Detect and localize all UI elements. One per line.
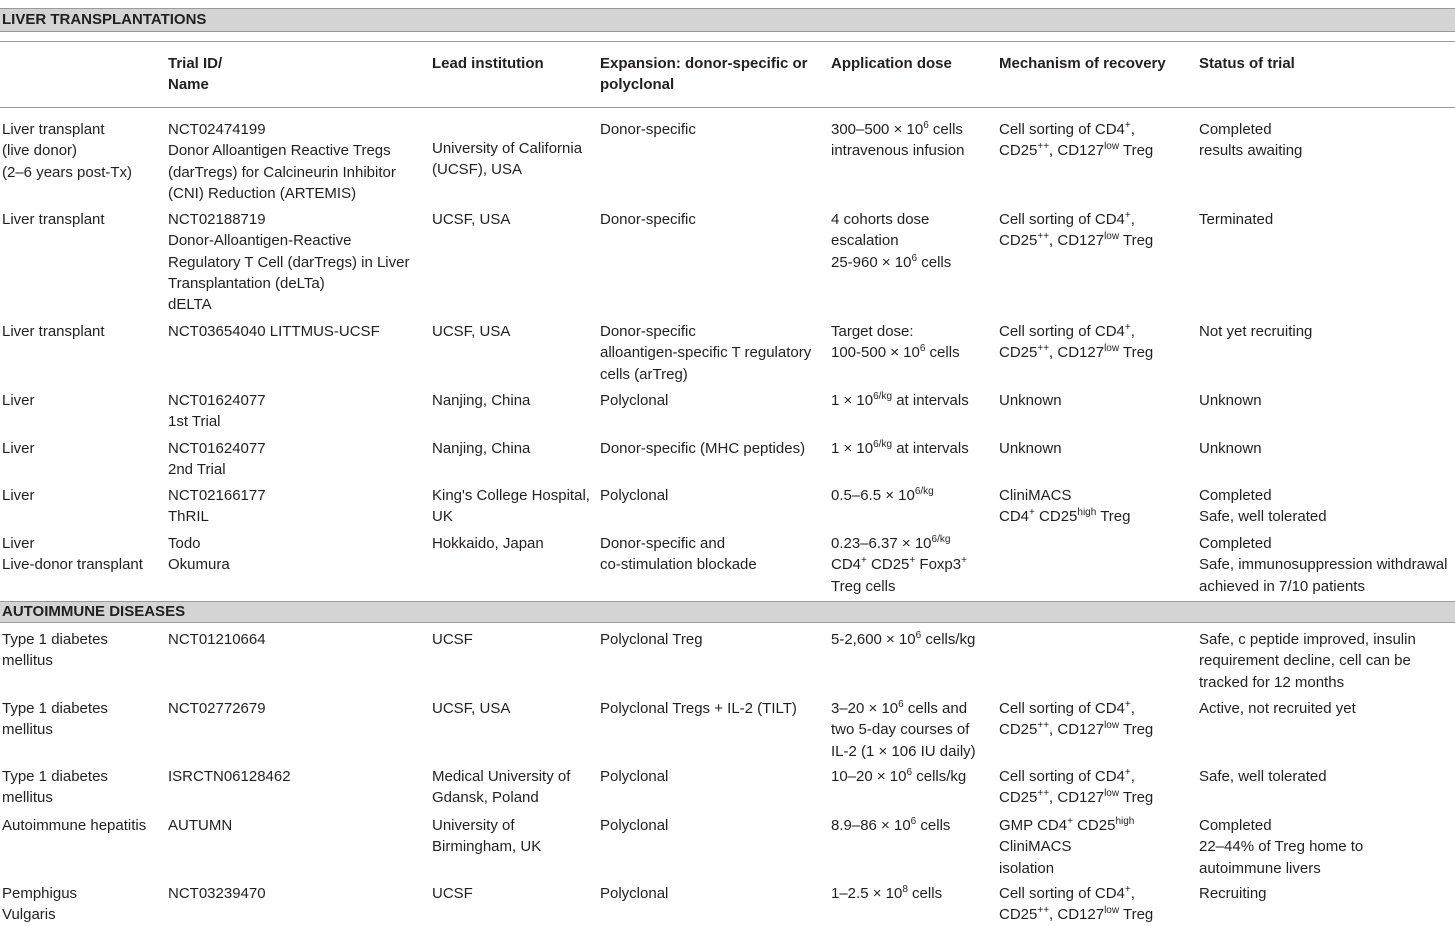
table-cell-indication xyxy=(2,766,108,809)
cell-line: NCT01624077 xyxy=(168,392,266,409)
table-cell-expansion xyxy=(600,815,668,836)
cell-line: alloantigen-specific T regulatory xyxy=(600,344,812,362)
table-cell-expansion xyxy=(600,438,805,459)
table-cell-dose xyxy=(831,390,969,411)
table-cell-dose xyxy=(831,485,934,506)
table-cell-lead xyxy=(432,533,544,554)
cell-line: UCSF xyxy=(432,885,473,902)
table-cell-mechanism xyxy=(999,698,1153,741)
cell-line: Liver xyxy=(2,535,35,552)
column-header-expansion xyxy=(600,53,808,96)
table-cell-dose xyxy=(831,533,967,597)
cell-line: $25-960 \times 10^6$ cells xyxy=(831,252,952,271)
cell-line: $10-20 \times 10^6$ cells/kg xyxy=(831,767,967,785)
cell-line: CD25++, $CD127^{low}$ Treg xyxy=(999,788,1154,807)
cell-line: Polyclonal xyxy=(600,817,669,834)
cell-line: (UCSF), USA xyxy=(432,161,522,179)
table-cell-mechanism xyxy=(999,883,1153,926)
cell-line: Polyclonal xyxy=(600,487,669,504)
table-cell-expansion xyxy=(600,883,668,904)
cell-line: Target dose: xyxy=(831,323,914,340)
cell-line: Medical University of xyxy=(432,768,571,785)
cell-line: Type 1 diabetes xyxy=(2,768,108,785)
table-cell-status xyxy=(1199,815,1363,879)
cell-line: CD25++, $CD127^{low}$ Treg xyxy=(999,141,1154,160)
cell-line: (darTregs) for Calcineurin Inhibitor xyxy=(168,163,396,181)
cell-line: ISRCTN06128462 xyxy=(168,768,291,785)
table-cell-trial xyxy=(168,209,409,315)
cell-line: Safe, c peptide improved, insulin xyxy=(1199,631,1416,648)
table-cell-status xyxy=(1199,209,1273,230)
cell-line: UCSF, USA xyxy=(432,700,511,717)
table-cell-status xyxy=(1199,629,1416,693)
cell-line: $8.9-86 \times 10^6$ cells xyxy=(831,816,951,834)
cell-line: isolation xyxy=(999,859,1055,877)
cell-line: Liver transplant xyxy=(2,323,105,340)
table-cell-trial xyxy=(168,698,266,719)
table-cell-indication xyxy=(2,321,105,342)
table-cell-mechanism xyxy=(999,209,1153,252)
cell-line: Completed xyxy=(1199,487,1272,504)
cell-line: $0.23-6.37 \times 10^{6/kg}$ xyxy=(831,534,951,552)
cell-line: NCT01624077 xyxy=(168,440,266,457)
table-cell-expansion xyxy=(600,390,668,411)
table-cell-status xyxy=(1199,766,1327,787)
divider xyxy=(0,107,1455,108)
table-cell-expansion xyxy=(600,209,696,230)
cell-line: $100-500 \times 10^6$ cells xyxy=(831,343,960,362)
table-cell-lead xyxy=(432,209,510,230)
cell-line: Nanjing, China xyxy=(432,392,531,409)
cell-line: mellitus xyxy=(2,721,53,739)
cell-line: tracked for 12 months xyxy=(1199,673,1345,691)
table-cell-trial xyxy=(168,883,266,904)
cell-line: Vulgaris xyxy=(2,906,56,924)
table-cell-indication xyxy=(2,119,132,183)
table-cell-mechanism xyxy=(999,438,1062,459)
cell-line: Type 1 diabetes xyxy=(2,700,108,717)
table-cell-trial xyxy=(168,629,266,650)
cell-line: autoimmune livers xyxy=(1199,859,1321,877)
cell-line: Treg cells xyxy=(831,577,896,595)
table-cell-dose xyxy=(831,766,966,787)
cell-line: Donor-specific xyxy=(600,211,696,228)
table-cell-dose xyxy=(831,209,951,273)
cell-line: Nanjing, China xyxy=(432,440,531,457)
cell-line: CD25++, $CD127^{low}$ Treg xyxy=(999,905,1154,924)
table-cell-indication xyxy=(2,209,105,230)
table-cell-lead xyxy=(432,485,590,528)
table-cell-trial xyxy=(168,533,230,576)
cell-line: 2nd Trial xyxy=(168,461,226,479)
table-cell-lead xyxy=(432,883,473,904)
cell-line: CD25++, $CD127^{low}$ Treg xyxy=(999,343,1154,362)
table-cell-trial xyxy=(168,438,266,481)
table-cell-lead xyxy=(432,138,582,181)
cell-line: Hokkaido, Japan xyxy=(432,535,544,552)
cell-line: Cell sorting of CD4+, xyxy=(999,884,1135,902)
cell-line: achieved in 7/10 patients xyxy=(1199,577,1365,595)
cell-line: Unknown xyxy=(1199,392,1262,409)
cell-line: Safe, immunosuppression withdrawal xyxy=(1199,556,1448,574)
table-cell-mechanism xyxy=(999,766,1153,809)
table-cell-lead xyxy=(432,629,473,650)
section-header-liver xyxy=(0,8,1455,32)
table-cell-mechanism xyxy=(999,815,1134,879)
table-cell-status xyxy=(1199,533,1447,597)
cell-line: Gdansk, Poland xyxy=(432,789,539,807)
cell-line: NCT01210664 xyxy=(168,631,266,648)
cell-line: (CNI) Reduction (ARTEMIS) xyxy=(168,184,357,202)
cell-line: CD4+ CD25+ Foxp3+ xyxy=(831,555,967,574)
cell-line: Unknown xyxy=(999,440,1062,457)
table-cell-trial xyxy=(168,390,266,433)
cell-line: Polyclonal Treg xyxy=(600,631,703,648)
table-cell-trial xyxy=(168,321,380,342)
cell-line: $1 \times 10^{6/kg}$ at intervals xyxy=(831,391,969,409)
cell-line: Cell sorting of CD4+, xyxy=(999,767,1135,785)
cell-line: UCSF, USA xyxy=(432,211,511,228)
cell-line: Donor-specific and xyxy=(600,535,726,552)
cell-line: CliniMACS xyxy=(999,838,1072,856)
cell-line: Polyclonal xyxy=(600,768,669,785)
cell-line: Polyclonal xyxy=(600,885,669,902)
table-cell-dose xyxy=(831,321,960,364)
cell-line: $1-2.5 \times 10^8$ cells xyxy=(831,884,943,902)
cell-line: $0.5-6.5 \times 10^{6/kg}$ xyxy=(831,486,934,504)
cell-line: Cell sorting of CD4+, xyxy=(999,210,1135,228)
cell-line: University of California xyxy=(432,140,583,157)
cell-line: Liver xyxy=(2,440,35,457)
table-cell-status xyxy=(1199,883,1267,904)
table-cell-status xyxy=(1199,485,1327,528)
cell-line: 1st Trial xyxy=(168,413,221,431)
column-header-mechanism: Mechanism of recovery xyxy=(999,55,1166,72)
cell-line: Liver xyxy=(2,487,35,504)
cell-line: Birmingham, UK xyxy=(432,838,542,856)
cell-line: Donor Alloantigen Reactive Tregs xyxy=(168,142,391,160)
table-cell-trial xyxy=(168,766,291,787)
cell-line: Unknown xyxy=(1199,440,1262,457)
cell-line: Unknown xyxy=(999,392,1062,409)
cell-line: Pemphigus xyxy=(2,885,78,902)
cell-line: (live donor) xyxy=(2,142,78,160)
table-cell-expansion xyxy=(600,698,797,719)
cell-line: Donor-specific (MHC peptides) xyxy=(600,440,806,457)
table-cell-status xyxy=(1199,698,1356,719)
cell-line: IL-2 (1 × 106 IU daily) xyxy=(831,742,976,760)
table-cell-lead xyxy=(432,390,530,411)
cell-line: Polyclonal Tregs + IL-2 (TILT) xyxy=(600,700,797,717)
column-header-trial-id xyxy=(168,53,222,96)
table-cell-expansion xyxy=(600,119,696,140)
header-line: Trial ID/ xyxy=(168,55,223,72)
table-cell-dose xyxy=(831,883,942,904)
cell-line: cells (arTreg) xyxy=(600,365,688,383)
table-cell-lead xyxy=(432,698,510,719)
cell-line: ThRIL xyxy=(168,508,209,526)
cell-line: co-stimulation blockade xyxy=(600,556,757,574)
table-cell-indication xyxy=(2,390,35,411)
table-cell-dose xyxy=(831,698,976,762)
table-cell-dose xyxy=(831,119,964,162)
section-title: LIVER TRANSPLANTATIONS xyxy=(2,11,207,28)
table-cell-indication xyxy=(2,485,35,506)
cell-line: UK xyxy=(432,508,453,526)
cell-line: Completed xyxy=(1199,121,1272,138)
cell-line: Liver transplant xyxy=(2,211,105,228)
cell-line: NCT02188719 xyxy=(168,211,266,228)
header-line: Name xyxy=(168,76,209,94)
cell-line: CD25++, $CD127^{low}$ Treg xyxy=(999,231,1154,250)
cell-line: intravenous infusion xyxy=(831,142,965,160)
cell-line: Liver transplant xyxy=(2,121,105,138)
table-cell-trial xyxy=(168,815,232,836)
table-cell-expansion xyxy=(600,766,668,787)
cell-line: Completed xyxy=(1199,535,1272,552)
cell-line: Recruiting xyxy=(1199,885,1267,902)
column-header-lead: Lead institution xyxy=(432,55,544,72)
table-cell-lead xyxy=(432,766,570,809)
cell-line: Cell sorting of CD4+, xyxy=(999,322,1135,340)
table-cell-expansion xyxy=(600,533,757,576)
cell-line: results awaiting xyxy=(1199,142,1303,160)
cell-line: $1 \times 10^{6/kg}$ at intervals xyxy=(831,439,969,457)
cell-line: Completed xyxy=(1199,817,1272,834)
table-cell-lead xyxy=(432,815,541,858)
cell-line: Donor-specific xyxy=(600,121,696,138)
table-cell-dose xyxy=(831,438,969,459)
table-cell-indication xyxy=(2,533,143,576)
cell-line: CD4+ $CD25^{high}$ Treg xyxy=(999,507,1131,526)
table-cell-indication xyxy=(2,438,35,459)
cell-line: University of xyxy=(432,817,515,834)
table-cell-mechanism xyxy=(999,119,1153,162)
cell-line: $300-500 \times 10^6$ cells xyxy=(831,120,963,138)
cell-line: requirement decline, cell can be xyxy=(1199,652,1411,670)
column-header-status: Status of trial xyxy=(1199,55,1295,72)
table-cell-status xyxy=(1199,119,1302,162)
cell-line: mellitus xyxy=(2,789,53,807)
cell-line: Todo xyxy=(168,535,201,552)
cell-line: Live-donor transplant xyxy=(2,556,143,574)
table-cell-trial xyxy=(168,119,396,204)
cell-line: Not yet recruiting xyxy=(1199,323,1313,340)
cell-line: King's College Hospital, xyxy=(432,487,590,504)
table-cell-indication xyxy=(2,698,108,741)
table-cell-expansion xyxy=(600,485,668,506)
header-line: Expansion: donor-specific or xyxy=(600,55,808,72)
table-cell-indication xyxy=(2,629,108,672)
table-cell-status xyxy=(1199,321,1312,342)
table-cell-trial xyxy=(168,485,266,528)
table-cell-indication xyxy=(2,883,77,926)
cell-line: Cell sorting of CD4+, xyxy=(999,699,1135,717)
section-header-autoimmune xyxy=(0,601,1455,623)
cell-line: two 5-day courses of xyxy=(831,721,970,739)
cell-line: CD25++, $CD127^{low}$ Treg xyxy=(999,720,1154,739)
cell-line: escalation xyxy=(831,232,899,250)
cell-line: $5-2,600 \times 10^6$ cells/kg xyxy=(831,630,976,648)
cell-line: Active, not recruited yet xyxy=(1199,700,1356,717)
cell-line: Regulatory T Cell (darTregs) in Liver xyxy=(168,253,410,271)
cell-line: Liver xyxy=(2,392,35,409)
cell-line: NCT02772679 xyxy=(168,700,266,717)
cell-line: Polyclonal xyxy=(600,392,669,409)
cell-line: Safe, well tolerated xyxy=(1199,768,1327,785)
cell-line: Terminated xyxy=(1199,211,1274,228)
cell-line: dELTA xyxy=(168,296,212,314)
table-cell-dose xyxy=(831,815,950,836)
cell-line: NCT03654040 LITTMUS-UCSF xyxy=(168,323,380,340)
cell-line: UCSF, USA xyxy=(432,323,511,340)
table-cell-lead xyxy=(432,438,530,459)
cell-line: mellitus xyxy=(2,652,53,670)
table-cell-expansion xyxy=(600,321,811,385)
cell-line: Autoimmune hepatitis xyxy=(2,817,147,834)
cell-line: Okumura xyxy=(168,556,230,574)
cell-line: Transplantation (deLTa) xyxy=(168,274,325,292)
cell-line: Type 1 diabetes xyxy=(2,631,108,648)
cell-line: NCT02474199 xyxy=(168,121,266,138)
table-cell-lead xyxy=(432,321,510,342)
table-cell-status xyxy=(1199,390,1262,411)
cell-line: CliniMACS xyxy=(999,487,1072,504)
cell-line: AUTUMN xyxy=(168,817,233,834)
cell-line: $3-20 \times 10^6$ cells and xyxy=(831,699,968,717)
cell-line: Safe, well tolerated xyxy=(1199,508,1327,526)
column-header-dose: Application dose xyxy=(831,55,952,72)
divider xyxy=(0,41,1455,42)
table-cell-mechanism xyxy=(999,390,1062,411)
cell-line: (2–6 years post-Tx) xyxy=(2,163,133,181)
table-cell-mechanism xyxy=(999,321,1153,364)
cell-line: NCT03239470 xyxy=(168,885,266,902)
cell-line: 4 cohorts dose xyxy=(831,211,930,228)
table-cell-expansion xyxy=(600,629,703,650)
cell-line: UCSF xyxy=(432,631,473,648)
cell-line: Donor-specific xyxy=(600,323,696,340)
cell-line: NCT02166177 xyxy=(168,487,266,504)
header-line: polyclonal xyxy=(600,76,675,94)
cell-line: GMP CD4+ $CD25^{high}$ xyxy=(999,816,1135,834)
section-title: AUTOIMMUNE DISEASES xyxy=(2,603,186,620)
table-cell-mechanism xyxy=(999,485,1130,528)
table-cell-dose xyxy=(831,629,975,650)
cell-line: Cell sorting of CD4+, xyxy=(999,120,1135,138)
cell-line: Donor-Alloantigen-Reactive xyxy=(168,232,352,250)
cell-line: 22–44% of Treg home to xyxy=(1199,838,1364,856)
table-cell-indication xyxy=(2,815,146,836)
table-cell-status xyxy=(1199,438,1262,459)
